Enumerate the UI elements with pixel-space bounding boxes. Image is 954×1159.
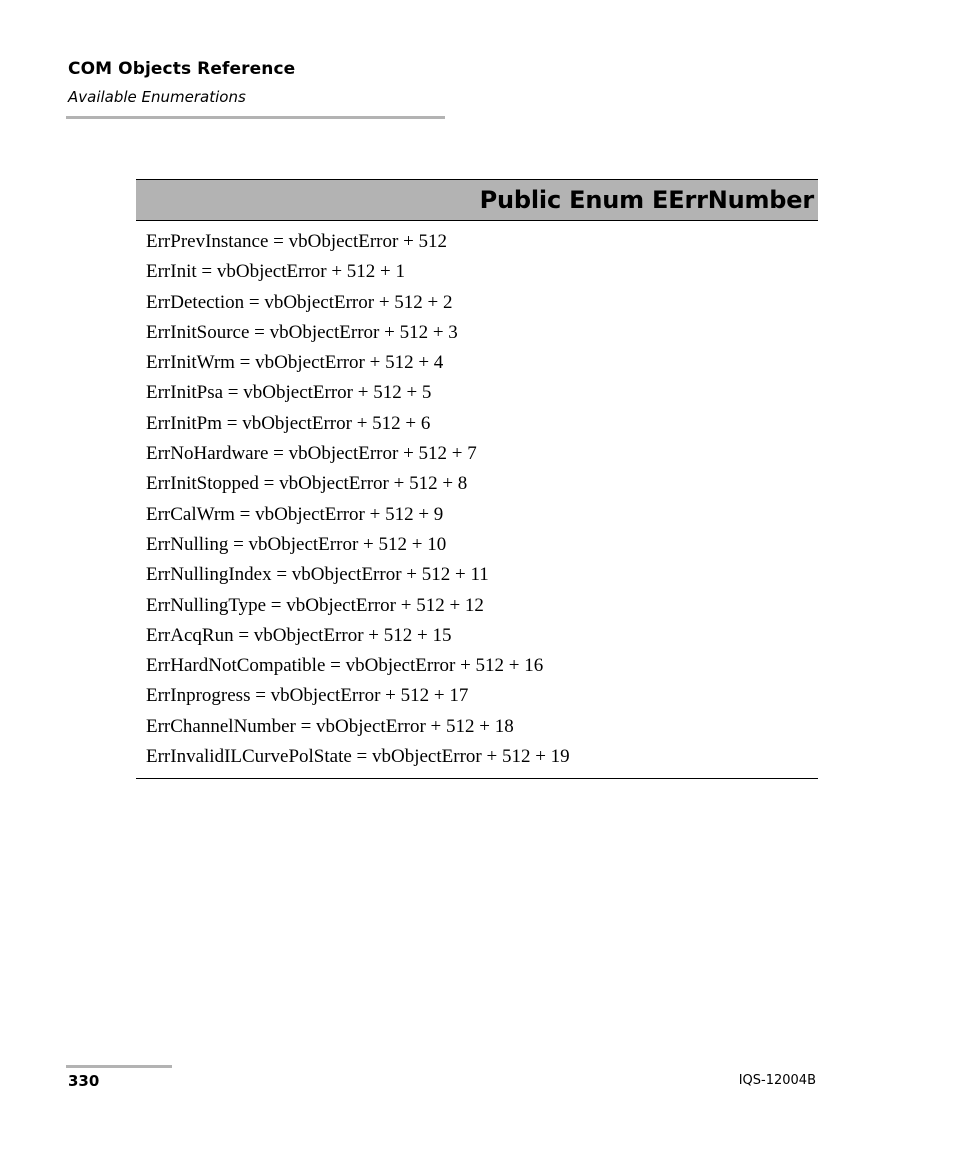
enum-row: ErrInvalidILCurvePolState = vbObjectError + 512 + 19 xyxy=(146,746,570,768)
enum-row: ErrAcqRun = vbObjectError + 512 + 15 xyxy=(146,624,452,646)
enum-row: ErrNullingIndex = vbObjectError + 512 + 11 xyxy=(146,564,489,586)
enum-row: ErrInitStopped = vbObjectError + 512 + 8 xyxy=(146,473,468,495)
enum-row: ErrInitSource = vbObjectError + 512 + 3 xyxy=(146,321,458,343)
enum-row: ErrDetection = vbObjectError + 512 + 2 xyxy=(146,291,453,313)
document-id: IQS-12004B xyxy=(738,1073,816,1088)
enum-table-body xyxy=(136,221,818,779)
enum-row: ErrHardNotCompatible = vbObjectError + 512 + 16 xyxy=(146,655,544,677)
enum-row: ErrInitPm = vbObjectError + 512 + 6 xyxy=(146,412,431,434)
enum-row: ErrCalWrm = vbObjectError + 512 + 9 xyxy=(146,503,444,525)
enum-row: ErrInprogress = vbObjectError + 512 + 17 xyxy=(146,685,469,707)
enum-table-header xyxy=(136,179,818,221)
enum-row: ErrNullingType = vbObjectError + 512 + 12 xyxy=(146,594,484,616)
section-title: COM Objects Reference xyxy=(68,59,296,79)
enum-table xyxy=(136,179,818,779)
enum-row: ErrPrevInstance = vbObjectError + 512 xyxy=(146,231,448,252)
enum-row: ErrNoHardware = vbObjectError + 512 + 7 xyxy=(146,443,477,465)
footer-divider xyxy=(66,1065,172,1068)
enum-row: ErrChannelNumber = vbObjectError + 512 + 18 xyxy=(146,715,514,737)
enum-row: ErrInit = vbObjectError + 512 + 1 xyxy=(146,261,406,283)
section-subtitle: Available Enumerations xyxy=(68,88,246,106)
enum-row: ErrInitPsa = vbObjectError + 512 + 5 xyxy=(146,382,432,404)
header-divider xyxy=(66,116,445,119)
page-number: 330 xyxy=(68,1072,100,1090)
enum-row: ErrNulling = vbObjectError + 512 + 10 xyxy=(146,533,447,555)
enum-row: ErrInitWrm = vbObjectError + 512 + 4 xyxy=(146,352,444,374)
enum-title: Public Enum EErrNumber xyxy=(479,186,814,214)
